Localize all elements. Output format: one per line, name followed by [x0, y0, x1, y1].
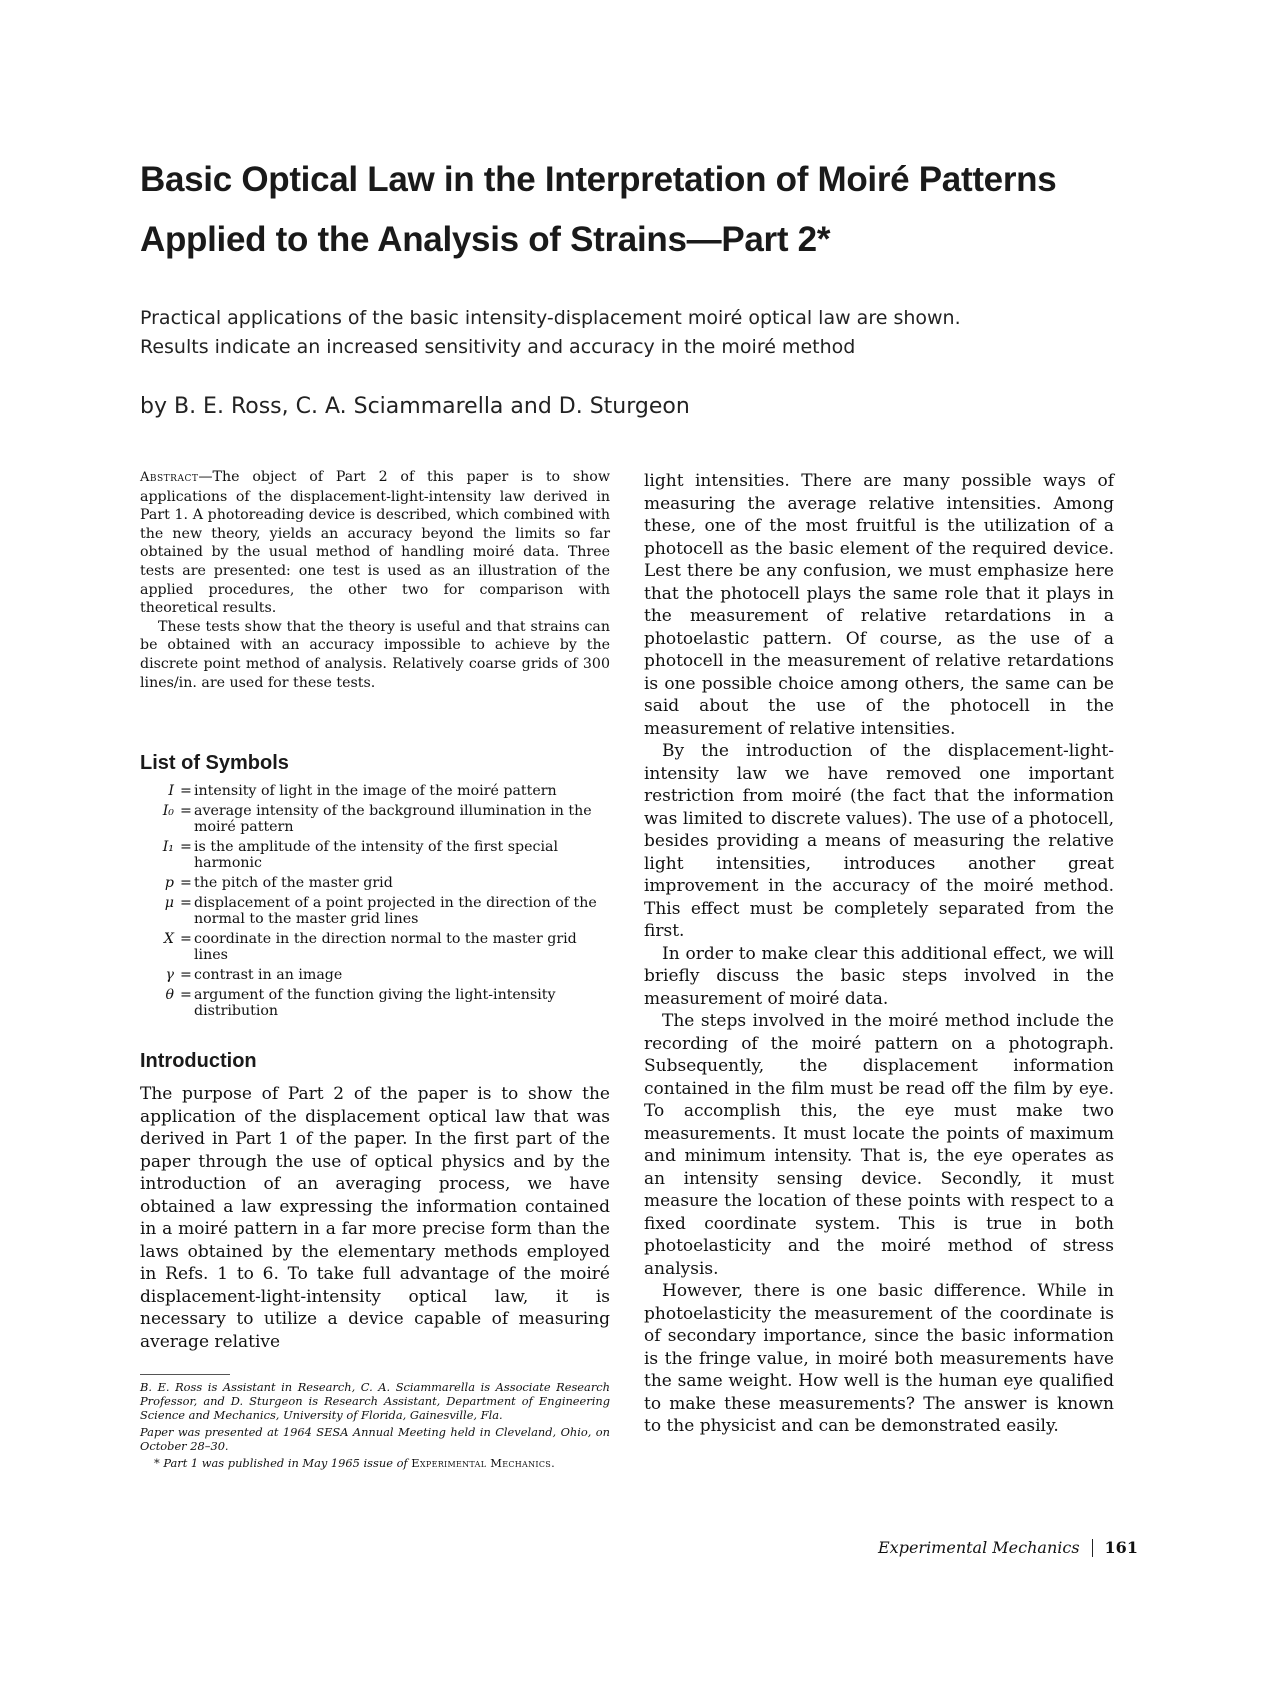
title-line-1: Basic Optical Law in the Interpretation of Moiré Patterns — [140, 160, 1057, 199]
page-number: 161 — [1104, 1538, 1138, 1557]
symbol-definition: argument of the function giving the light-intensity distribution — [194, 987, 556, 1019]
symbol-name: γ — [165, 967, 174, 983]
footnote-divider — [140, 1374, 230, 1375]
symbol-name: I₀ — [162, 803, 174, 819]
symbol-definition: intensity of light in the image of the moiré pattern — [194, 783, 557, 799]
symbol-definition: coordinate in the direction normal to the master grid lines — [194, 931, 577, 963]
equals-sign: = — [180, 839, 192, 855]
symbol-name: p — [164, 875, 174, 891]
symbol-row — [140, 875, 610, 891]
footnote-part1 — [140, 1456, 610, 1470]
symbol-row — [140, 895, 610, 927]
symbol-definition: contrast in an image — [194, 967, 343, 983]
abstract-block — [140, 468, 610, 692]
right-paragraph-5: However, there is one basic difference. While in photoelasticity the measurement of the coordinate is of secondary importance, since the basic information is the fringe value, in moiré both measurements have the same weight. How well is the human eye qualified to make these measurements? The answer is known to the physicist and can be demonstrated easily. — [644, 1281, 1114, 1436]
introduction-heading: Introduction — [140, 1050, 257, 1072]
symbol-name: θ — [165, 987, 174, 1003]
equals-sign: = — [180, 931, 192, 947]
footnotes — [140, 1380, 610, 1473]
subtitle-line-1: Practical applications of the basic intensity-displacement moiré optical law are shown. — [140, 307, 961, 329]
symbol-name: I — [168, 783, 174, 799]
right-paragraph-3: In order to make clear this additional effect, we will briefly discuss the basic steps involved in the measurement of moiré data. — [644, 943, 1114, 1009]
equals-sign: = — [180, 967, 192, 983]
abstract-text-1: —The object of Part 2 of this paper is to show applications of the displacement-light-intensity law derived in Part 1. A photoreading device is described, which combined with the new theory, yields an accuracy beyond the limits so far obtained by the usual method of handling moiré data. Three tests are presented: one test is used as an illustration of the applied procedures, the other two for comparison with theoretical results. — [140, 469, 610, 617]
symbol-row — [140, 839, 610, 871]
journal-name: Experimental Mechanics — [878, 1538, 1080, 1557]
abstract-paragraph-1 — [140, 468, 610, 618]
right-column-text — [644, 470, 1114, 1438]
title-line-2: Applied to the Analysis of Strains—Part 2* — [140, 220, 831, 259]
symbol-row — [140, 931, 610, 963]
equals-sign: = — [180, 803, 192, 819]
symbol-definition: average intensity of the background illumination in the moiré pattern — [194, 803, 592, 835]
symbol-row — [140, 967, 610, 983]
symbol-row — [140, 803, 610, 835]
equals-sign: = — [180, 987, 192, 1003]
footnote-part1-prefix: * Part 1 was published in May 1965 issue of — [154, 1456, 408, 1470]
symbol-name: X — [163, 931, 174, 947]
symbol-name: I₁ — [162, 839, 174, 855]
equals-sign: = — [180, 875, 192, 891]
footnote-affiliation: B. E. Ross is Assistant in Research, C. A. Sciammarella is Associate Research Professor, and D. Sturgeon is Research Assistant, Department of Engineering Science and Mechanics, University of Florida, Gainesville, Fla. — [140, 1380, 610, 1422]
footer-separator — [1092, 1539, 1093, 1557]
symbol-definition: the pitch of the master grid — [194, 875, 393, 891]
symbols-heading: List of Symbols — [140, 752, 289, 774]
symbol-definition: is the amplitude of the intensity of the first special harmonic — [194, 839, 558, 871]
right-paragraph-1: light intensities. There are many possible ways of measuring the average relative intensities. Among these, one of the most fruitful is the utilization of a photocell as the basic element of the required device. Lest there be any confusion, we must emphasize here that the photocell plays the same role that it plays in the measurement of relative retardations in a photoelastic pattern. Of course, as the use of a photocell in the measurement of relative retardations is one possible choice among others, the same can be said about the use of the photocell in the measurement of relative intensities. — [644, 471, 1114, 739]
footnote-part1-journal: Experimental Mechanics. — [411, 1456, 555, 1470]
symbol-row — [140, 987, 610, 1019]
paper-subtitle — [140, 304, 1200, 362]
paper-title — [140, 150, 1200, 270]
equals-sign: = — [180, 895, 192, 911]
symbols-list — [140, 783, 610, 1023]
symbol-definition: displacement of a point projected in the direction of the normal to the master grid lines — [194, 895, 597, 927]
introduction-text: The purpose of Part 2 of the paper is to show the application of the displacement optical law that was derived in Part 1 of the paper. In the first part of the paper through the use of optical physics and by the introduction of an averaging process, we have obtained a law expressing the information contained in a moiré pattern in a far more precise form than the laws obtained by the elementary methods employed in Refs. 1 to 6. To take full advantage of the moiré displacement-light-intensity optical law, it is necessary to utilize a device capable of measuring average relative — [140, 1084, 610, 1352]
footnote-presented: Paper was presented at 1964 SESA Annual Meeting held in Cleveland, Ohio, on October 28–30. — [140, 1425, 610, 1453]
abstract-paragraph-2: These tests show that the theory is useful and that strains can be obtained with an accuracy impossible to achieve by the discrete point method of analysis. Relatively coarse grids of 300 lines/in. are used for these tests. — [140, 618, 610, 691]
subtitle-line-2: Results indicate an increased sensitivity and accuracy in the moiré method — [140, 336, 856, 358]
abstract-label: Abstract — [140, 470, 199, 485]
page-footer — [878, 1538, 1138, 1557]
symbol-row — [140, 783, 610, 799]
symbol-name: μ — [164, 895, 174, 911]
right-paragraph-4: The steps involved in the moiré method include the recording of the moiré pattern on a photograph. Subsequently, the displacement information contained in the film must be read off the film by eye. To accomplish this, the eye must make two measurements. It must locate the points of maximum and minimum intensity. That is, the eye operates as an intensity sensing device. Secondly, it must measure the location of these points with respect to a fixed coordinate system. This is true in both photoelasticity and the moiré method of stress analysis. — [644, 1011, 1114, 1279]
right-paragraph-2: By the introduction of the displacement-light-intensity law we have removed one important restriction from moiré (the fact that the information was limited to discrete values). The use of a photocell, besides providing a means of measuring the relative light intensities, introduces another great improvement in the accuracy of the moiré method. This effect must be completely separated from the first. — [644, 741, 1114, 941]
equals-sign: = — [180, 783, 192, 799]
author-byline: by B. E. Ross, C. A. Sciammarella and D. Sturgeon — [140, 394, 690, 419]
